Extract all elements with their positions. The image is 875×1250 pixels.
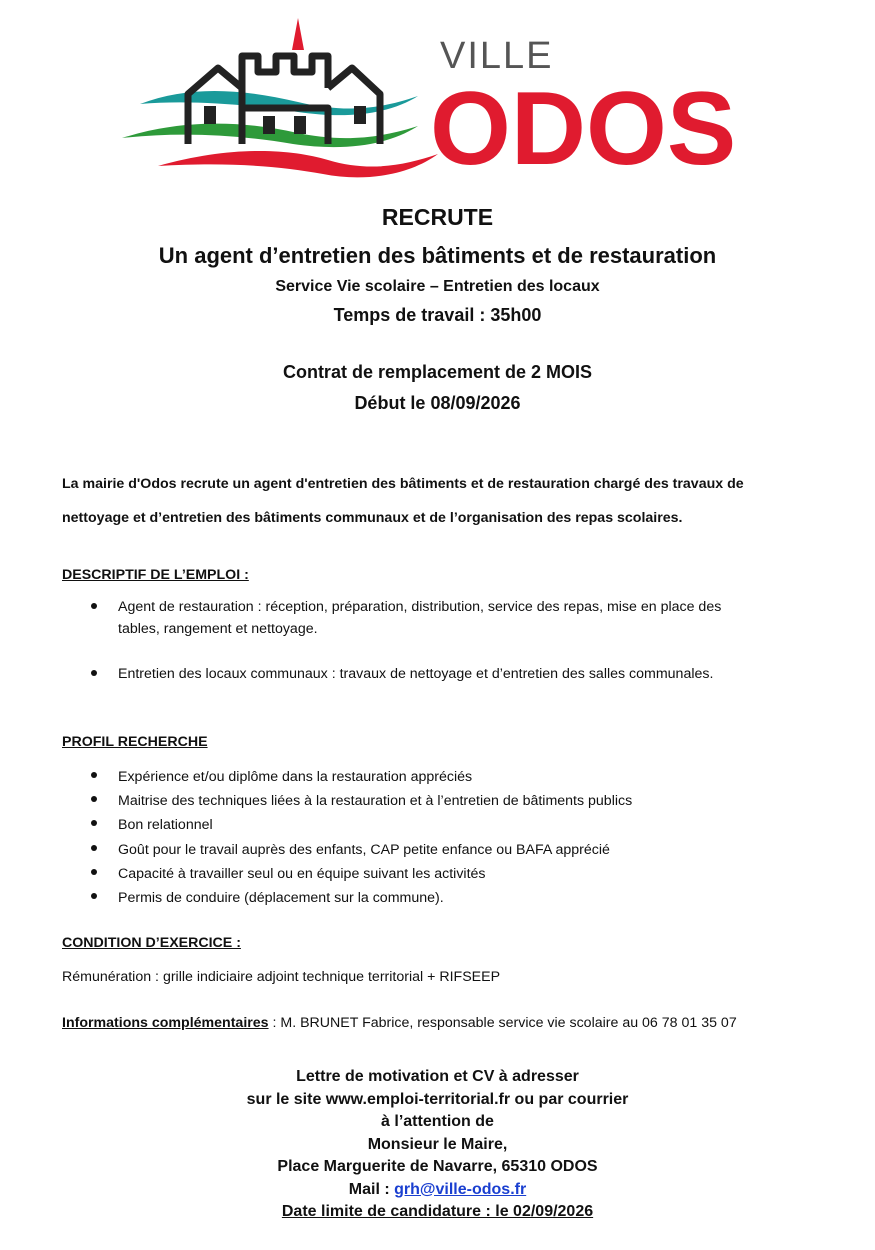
footer-line: sur le site www.emploi-territorial.fr ou par courrier [246, 1090, 629, 1108]
email-link[interactable]: grh@ville-odos.fr [394, 1180, 527, 1198]
list-item: Permis de conduire (déplacement sur la commune). [88, 886, 838, 910]
footer-line: Lettre de motivation et CV à adresser [296, 1068, 579, 1085]
mail-label: Mail : [348, 1180, 395, 1198]
intro-line-2: nettoyage et d’entretien des bâtiments communaux et de l’organisation des repas scolaires. [62, 510, 683, 526]
list-item: Capacité à travailler seul ou en équipe suivant les activités [88, 862, 838, 886]
footer-line: à l’attention de [381, 1113, 494, 1130]
application-instructions [0, 1066, 875, 1224]
logo-odos: ODOS [430, 71, 737, 186]
footer-line: Monsieur le Maire, [367, 1135, 508, 1153]
remuneration: Rémunération : grille indiciaire adjoint technique territorial + RIFSEEP [62, 969, 501, 985]
list-item: Maitrise des techniques liées à la restauration et à l’entretien de bâtiments publics [88, 789, 838, 813]
work-time: Temps de travail : 35h00 [333, 305, 542, 325]
ville-odos-logo [118, 16, 758, 186]
application-deadline: Date limite de candidature : le 02/09/2026 [281, 1203, 594, 1220]
list-item: Expérience et/ou diplôme dans la restauration appréciés [88, 765, 838, 789]
section-heading-descriptif: DESCRIPTIF DE L’EMPLOI : [62, 567, 249, 583]
list-item: Agent de restauration : réception, préparation, distribution, service des repas, mise en place des tables, rangement et nettoyage. [88, 596, 838, 640]
list-item: Goût pour le travail auprès des enfants, CAP petite enfance ou BAFA apprécié [88, 838, 838, 862]
job-title: Un agent d’entretien des bâtiments et de restauration [158, 243, 717, 268]
additional-info-text: : M. BRUNET Fabrice, responsable service vie scolaire au 06 78 01 35 07 [268, 1015, 737, 1031]
start-date: Début le 08/09/2026 [354, 393, 521, 413]
section-heading-profil: PROFIL RECHERCHE [62, 734, 208, 750]
descriptif-list [88, 596, 838, 685]
profil-list [88, 765, 838, 910]
list-item: Entretien des locaux communaux : travaux de nettoyage et d’entretien des salles communales. [88, 663, 838, 685]
service-name: Service Vie scolaire – Entretien des locaux [275, 278, 600, 295]
red-spire [292, 18, 304, 50]
logo-ville: VILLE [440, 35, 554, 77]
section-heading-condition: CONDITION D’EXERCICE : [62, 935, 241, 951]
page-title: RECRUTE [381, 204, 494, 230]
intro-line-1: La mairie d'Odos recrute un agent d'entretien des bâtiments et de restauration chargé des travaux de [62, 476, 744, 492]
additional-info-label: Informations complémentaires [62, 1015, 269, 1031]
mail-line [0, 1179, 875, 1202]
red-wave [158, 151, 438, 177]
additional-info [62, 1015, 737, 1031]
list-item: Bon relationnel [88, 813, 838, 837]
footer-line: Place Marguerite de Navarre, 65310 ODOS [277, 1158, 598, 1175]
contract-type: Contrat de remplacement de 2 MOIS [282, 362, 593, 382]
